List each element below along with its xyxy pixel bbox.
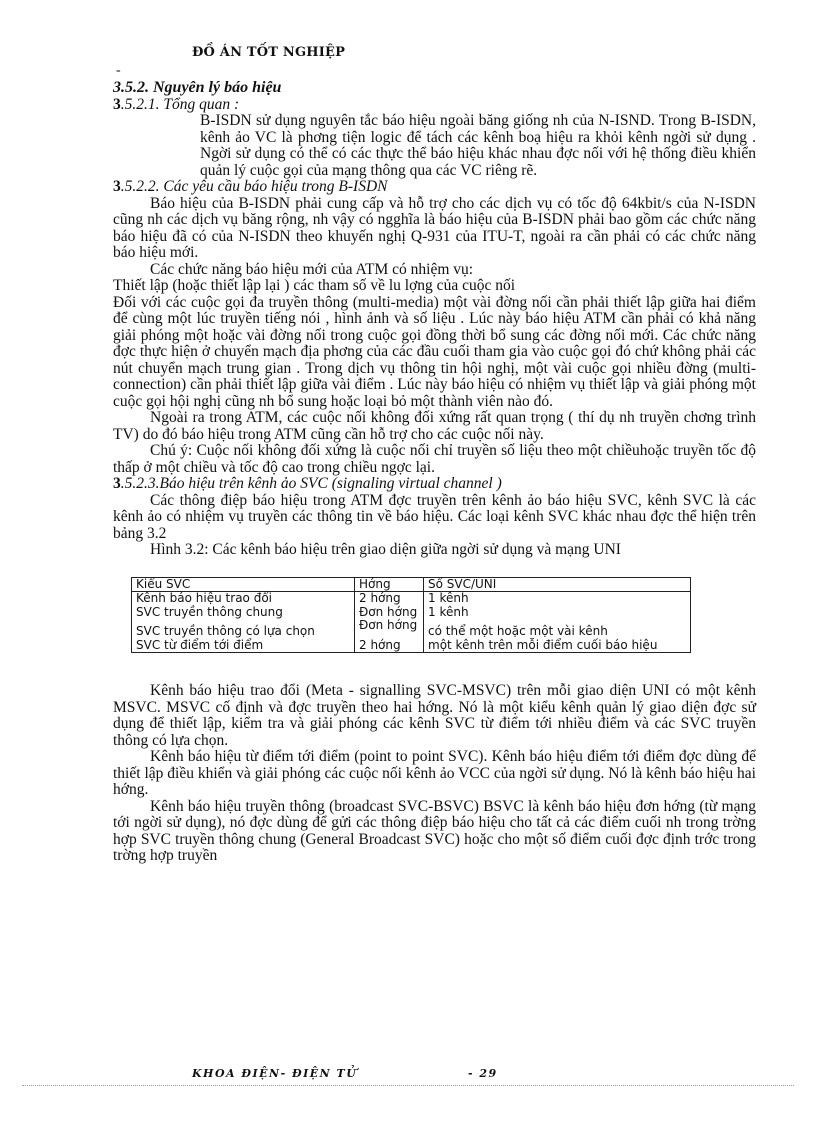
- svc-table: [131, 577, 691, 654]
- table-header-cell: Kiểu SVC: [132, 577, 355, 592]
- table-cell: có thể một hoặc một vài kênh: [424, 619, 691, 639]
- table-row: [132, 606, 691, 620]
- section-heading: 3.5.2. Nguyên lý báo hiệu: [113, 79, 282, 96]
- header-dash: -: [116, 63, 121, 78]
- table-cell: một kênh trên mỗi điểm cuối báo hiệu: [424, 639, 691, 653]
- table-header-row: [132, 577, 691, 592]
- subsection-title: .5.2.3.Báo hiệu trên kênh ảo SVC (signaling virtual channel ): [120, 475, 502, 492]
- subsection-number: 3: [113, 475, 121, 492]
- paragraph: Chú ý: Cuộc nối không đối xứng là cuộc nối chỉ truyền số liệu theo một chiềuhoặc truyền tốc độ thấp ở một chiều và tốc độ cao trong chiều ngợc lại.: [113, 442, 756, 476]
- subsection-title: .5.2.2. Các yêu cầu báo hiệu trong B-ISDN: [120, 178, 388, 195]
- paragraph: Kênh báo hiệu trao đổi (Meta - signalling SVC-MSVC) trên mỗi giao diện UNI có một kênh MSVC. MSVC cố định và đợc truyền theo hai hớng. Nó là một kiểu kênh quản lý giao diện đợc sử dụng để thiết lập, kiểm tra và giải phóng các kênh SVC từ điểm tới nhiều điểm và các SVC truyền thông có lựa chọn.: [113, 682, 756, 749]
- table-cell: Đơn hớng: [355, 619, 424, 639]
- document-header: ĐỒ ÁN TỐT NGHIỆP: [192, 45, 346, 60]
- paragraph: Các thông điệp báo hiệu trong ATM đợc truyền trên kênh ảo báo hiệu SVC, kênh SVC là các kênh ảo có nhiệm vụ truyền các thông tin về báo hiệu. Các loại kênh SVC khác nhau đợc thể hiện trên bảng 3.2: [113, 491, 756, 542]
- document-body: [113, 80, 756, 865]
- table-cell: 1 kênh: [424, 592, 691, 606]
- paragraph: Đối với các cuộc gọi đa truyền thông (multi-media) một vài đờng nối cần phải thiết lập giữa hai điểm để cùng một lúc truyền tiếng nói , hình ảnh và số liệu . Lúc này báo hiệu ATM cần phải có khả năng giải phóng một hoặc vài đờng nối trong cuộc gọi đồng thời bổ sung các đờng nối mới. Các chức năng đợc thực hiện ở chuyển mạch địa phơng của các đầu cuối tham gia vào cuộc gọi đó chứ không phải các nút chuyển mạch trung gian . Trong dịch vụ thông tin hội nghị, một vài cuộc gọi nhiều đờng (multi-connection) cần phải thiết lập giữa vài điểm . Lúc này báo hiệu có nhiệm vụ thiết lập và giải phóng một cuộc gọi hội nghị cũng nh bổ sung hoặc loại bỏ một thành viên nào đó.: [113, 293, 756, 410]
- paragraph: Kênh báo hiệu truyền thông (broadcast SVC-BSVC) BSVC là kênh báo hiệu đơn hớng (từ mạng tới ngời sử dụng), nó đợc dùng để gửi các thông điệp báo hiệu cho tất cả các điểm cuối nh trong trờng hợp SVC truyền thông chung (General Broadcast SVC) hoặc cho một số điểm cuối đợc định trớc trong trờng hợp truyền: [113, 797, 756, 864]
- paragraph: Ngoài ra trong ATM, các cuộc nối không đối xứng rất quan trọng ( thí dụ nh truyền chơng trình TV) do đó báo hiệu trong ATM cũng cần hỗ trợ cho các cuộc nối này.: [113, 409, 756, 443]
- table-row: [132, 592, 691, 606]
- paragraph: Các chức năng báo hiệu mới của ATM có nhiệm vụ:: [150, 260, 474, 278]
- overview-paragraph: B-ISDN sử dụng nguyên tắc báo hiệu ngoài băng giống nh của N-ISND. Trong B-ISDN, kênh ảo VC là phơng tiện logic để tách các kênh boạ hiệu ra khỏi kênh ngời sử dụng . Ngời sử dụng có thể có các thực thể báo hiệu khác nhau đợc nối với hệ thống điều khiển quản lý cuộc gọi của mạng thông qua các VC riêng rẽ.: [200, 112, 756, 179]
- paragraph: Báo hiệu của B-ISDN phải cung cấp và hỗ trợ cho các dịch vụ có tốc độ 64kbit/s của N-ISDN cũng nh các dịch vụ băng rộng, nh vậy có ngghĩa là báo hiệu của B-ISDN phải bao gồm các chức năng báo hiệu đã có của N-ISDN theo khuyến nghị Q-931 của ITU-T, ngoài ra cần phải có các chức năng báo hiệu mới.: [113, 194, 756, 261]
- subsection-number: 3: [113, 95, 121, 113]
- table-cell: SVC từ điểm tới điểm: [132, 639, 355, 653]
- table-row: [132, 639, 691, 653]
- figure-caption: Hình 3.2: Các kênh báo hiệu trên giao diện giữa ngời sử dụng và mạng UNI: [150, 541, 621, 558]
- table-cell: Đơn hớng: [355, 606, 424, 620]
- table-cell: Kênh báo hiệu trao đổi: [132, 592, 355, 606]
- footer-rule: [22, 1085, 794, 1086]
- table-header-cell: Số SVC/UNI: [424, 577, 691, 592]
- table-cell: 1 kênh: [424, 606, 691, 620]
- table-cell: SVC truyền thông chung: [132, 606, 355, 620]
- subsection-heading-requirements: [113, 179, 756, 196]
- table-cell: 2 hớng: [355, 639, 424, 653]
- table-header-cell: Hớng: [355, 577, 424, 592]
- subsection-number: 3: [113, 178, 121, 195]
- footer-page-number: - 29: [468, 1067, 498, 1080]
- paragraph: Kênh báo hiệu từ điểm tới điểm (point to point SVC). Kênh báo hiệu điểm tới điểm đợc dùng để thiết lập điều khiển và giải phóng các cuộc nối kênh ảo VCC của ngời sử dụng. Nó là kênh báo hiệu hai hớng.: [113, 748, 756, 798]
- paragraph: Thiết lập (hoặc thiết lập lại ) các tham số về lu lợng của cuộc nối: [113, 277, 516, 294]
- subsection-heading-overview: [113, 97, 756, 114]
- table-cell: SVC truyền thông có lựa chọn: [132, 619, 355, 639]
- subsection-heading-svc: [113, 476, 756, 493]
- subsection-title: .5.2.1. Tổng quan :: [120, 95, 240, 113]
- table-row: [132, 619, 691, 639]
- table-cell: 2 hớng: [355, 592, 424, 606]
- footer-department: KHOA ĐIỆN- ĐIỆN TỬ: [192, 1067, 358, 1080]
